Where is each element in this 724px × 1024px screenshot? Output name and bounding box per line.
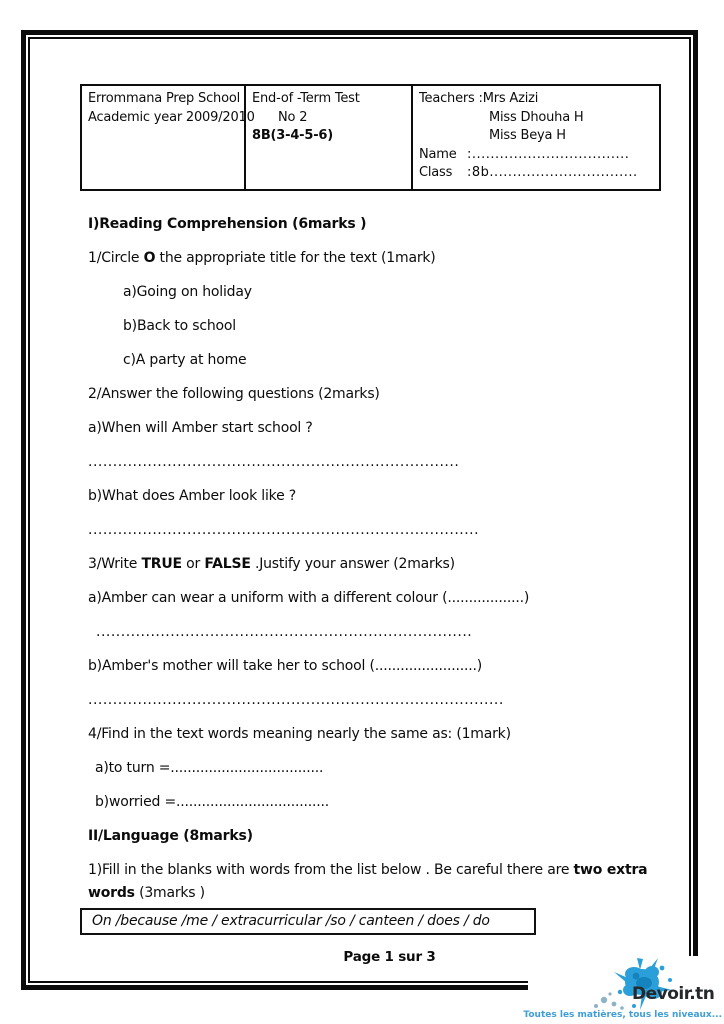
header-cell-test — [246, 86, 413, 189]
teacher-1: Teachers :Mrs Azizi — [419, 91, 539, 106]
teacher-2: Miss Dhouha H — [489, 109, 584, 125]
question-1-bold-o: O — [143, 250, 156, 266]
section-1-heading: I)Reading Comprehension (6marks ) — [88, 216, 367, 232]
answer-line-2b: ............................................................................... — [88, 522, 480, 538]
language-q1-marks: (3marks ) — [134, 885, 205, 901]
header-table — [80, 84, 661, 191]
class-row — [419, 164, 653, 183]
language-question-1-line1 — [88, 860, 673, 883]
answer-line-3b: .................................................................................... — [88, 692, 504, 708]
question-1-text-rest: the appropriate title for the text (1mark) — [155, 250, 436, 266]
devoir-logo — [523, 956, 724, 1024]
school-name: Errommana Prep School — [88, 91, 240, 106]
question-4a: a)to turn =.................................... — [95, 760, 324, 776]
devoir-brand-text: Devoir.tn — [632, 984, 715, 1004]
option-a: a)Going on holiday — [123, 284, 252, 300]
question-3 — [88, 554, 673, 588]
question-3-text: 3/Write — [88, 556, 142, 572]
question-2b: b)What does Amber look like ? — [88, 488, 296, 504]
language-q1-text: 1)Fill in the blanks with words from the list below . Be careful there are — [88, 862, 574, 878]
section-2-heading: II/Language (8marks) — [88, 828, 253, 844]
devoir-tagline: Toutes les matières, tous les niveaux... — [523, 1010, 722, 1020]
question-2: 2/Answer the following questions (2marks) — [88, 386, 380, 402]
test-number: No 2 — [278, 109, 308, 125]
option-c: c)A party at home — [123, 352, 247, 368]
language-question-1-line2 — [88, 883, 673, 906]
header-cell-teachers — [413, 86, 659, 189]
question-3-text-rest: .Justify your answer (2marks) — [250, 556, 455, 572]
question-3-false: FALSE — [204, 556, 251, 572]
teacher-3: Miss Beya H — [489, 128, 566, 143]
answer-line-2a: ........................................................................... — [88, 454, 460, 470]
header-cell-school — [82, 86, 255, 189]
language-q1-bold: two extra — [573, 862, 648, 878]
question-1-text: 1/Circle — [88, 250, 144, 266]
question-4: 4/Find in the text words meaning nearly the same as: (1mark) — [88, 726, 511, 742]
option-b: b)Back to school — [123, 318, 236, 334]
question-4b: b)worried =.................................... — [95, 794, 330, 810]
class-blank-line: :8b................................ — [467, 165, 638, 180]
question-3b: b)Amber's mother will take her to school (........................) — [88, 658, 482, 674]
word-list-box: On /because /me / extracurricular /so / canteen / does / do — [80, 908, 536, 935]
question-3-or: or — [181, 556, 205, 572]
answer-line-3a: ............................................................................ — [96, 624, 473, 640]
question-3a: a)Amber can wear a uniform with a different colour (..................) — [88, 590, 530, 606]
question-3-true: TRUE — [141, 556, 182, 572]
language-q1-bold2: words — [88, 885, 135, 901]
page-number: Page 1 sur 3 — [343, 949, 436, 965]
name-blank-line: :.................................. — [467, 146, 630, 162]
test-title: End-of -Term Test — [252, 91, 360, 106]
exam-body — [88, 214, 673, 965]
name-label: Name — [419, 146, 457, 162]
question-2a: a)When will Amber start school ? — [88, 420, 313, 436]
question-1 — [88, 248, 673, 282]
academic-year: Academic year 2009/2010 — [88, 109, 255, 125]
class-label: Class — [419, 165, 453, 180]
test-classes: 8B(3-4-5-6) — [252, 128, 334, 143]
name-row — [419, 146, 653, 165]
